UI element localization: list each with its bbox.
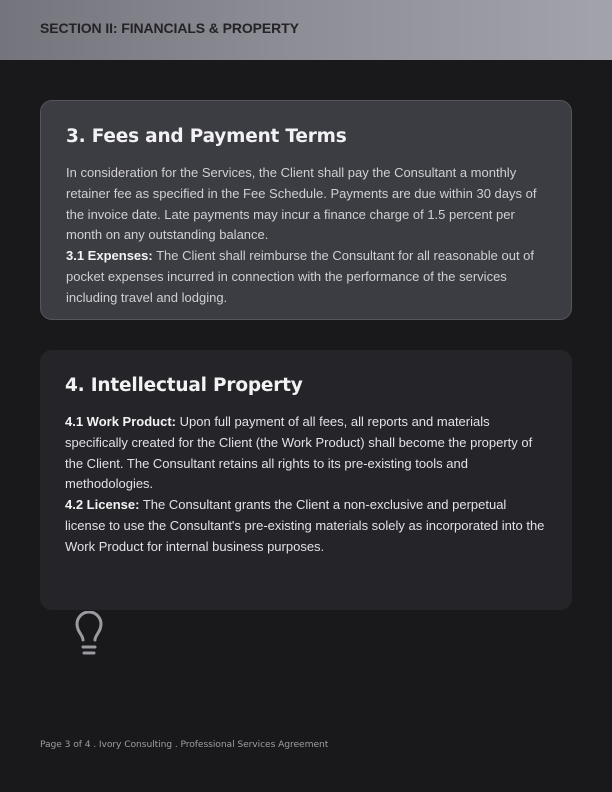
section-body-fees (66, 163, 546, 309)
clause-work-product (65, 412, 547, 495)
section-heading-fees: 3. Fees and Payment Terms (66, 126, 347, 147)
page-footer: Page 3 of 4 . Ivory Consulting . Professional Services Agreement (40, 739, 329, 750)
clause-expenses (66, 246, 546, 308)
lightbulb-icon (74, 611, 104, 655)
section-title: SECTION II: FINANCIALS & PROPERTY (40, 20, 299, 36)
paragraph-fees-intro: In consideration for the Services, the Client shall pay the Consultant a monthly retainer fee as specified in the Fee Schedule. Payments are due within 30 days of the invoice date. Late payments may incur a finance charge of 1.5 percent per month on any outstanding balance. (66, 165, 537, 243)
section-card-fees (40, 100, 572, 320)
clause-label: 4.1 Work Product: (65, 414, 177, 429)
clause-text: The Client shall reimburse the Consultant for all reasonable out of pocket expenses incurred in connection with the performance of the services including travel and lodging. (66, 248, 535, 305)
clause-label: 3.1 Expenses: (66, 248, 153, 264)
clause-text: The Consultant grants the Client a non-exclusive and perpetual license to use the Consultant's pre-existing materials solely as incorporated into the Work Product for internal business purposes. (65, 497, 545, 554)
clause-label: 4.2 License: (65, 497, 140, 513)
clause-text: Upon full payment of all fees, all reports and materials specifically created for the Client (the Work Product) shall become the property of the Client. The Consultant retains all rights to its pre-existing tools and methodologies. (65, 414, 533, 492)
section-heading-ip: 4. Intellectual Property (65, 375, 303, 396)
section-header-band (0, 0, 612, 60)
section-body-ip (65, 412, 547, 558)
section-card-ip (40, 350, 572, 610)
clause-license (65, 495, 547, 557)
